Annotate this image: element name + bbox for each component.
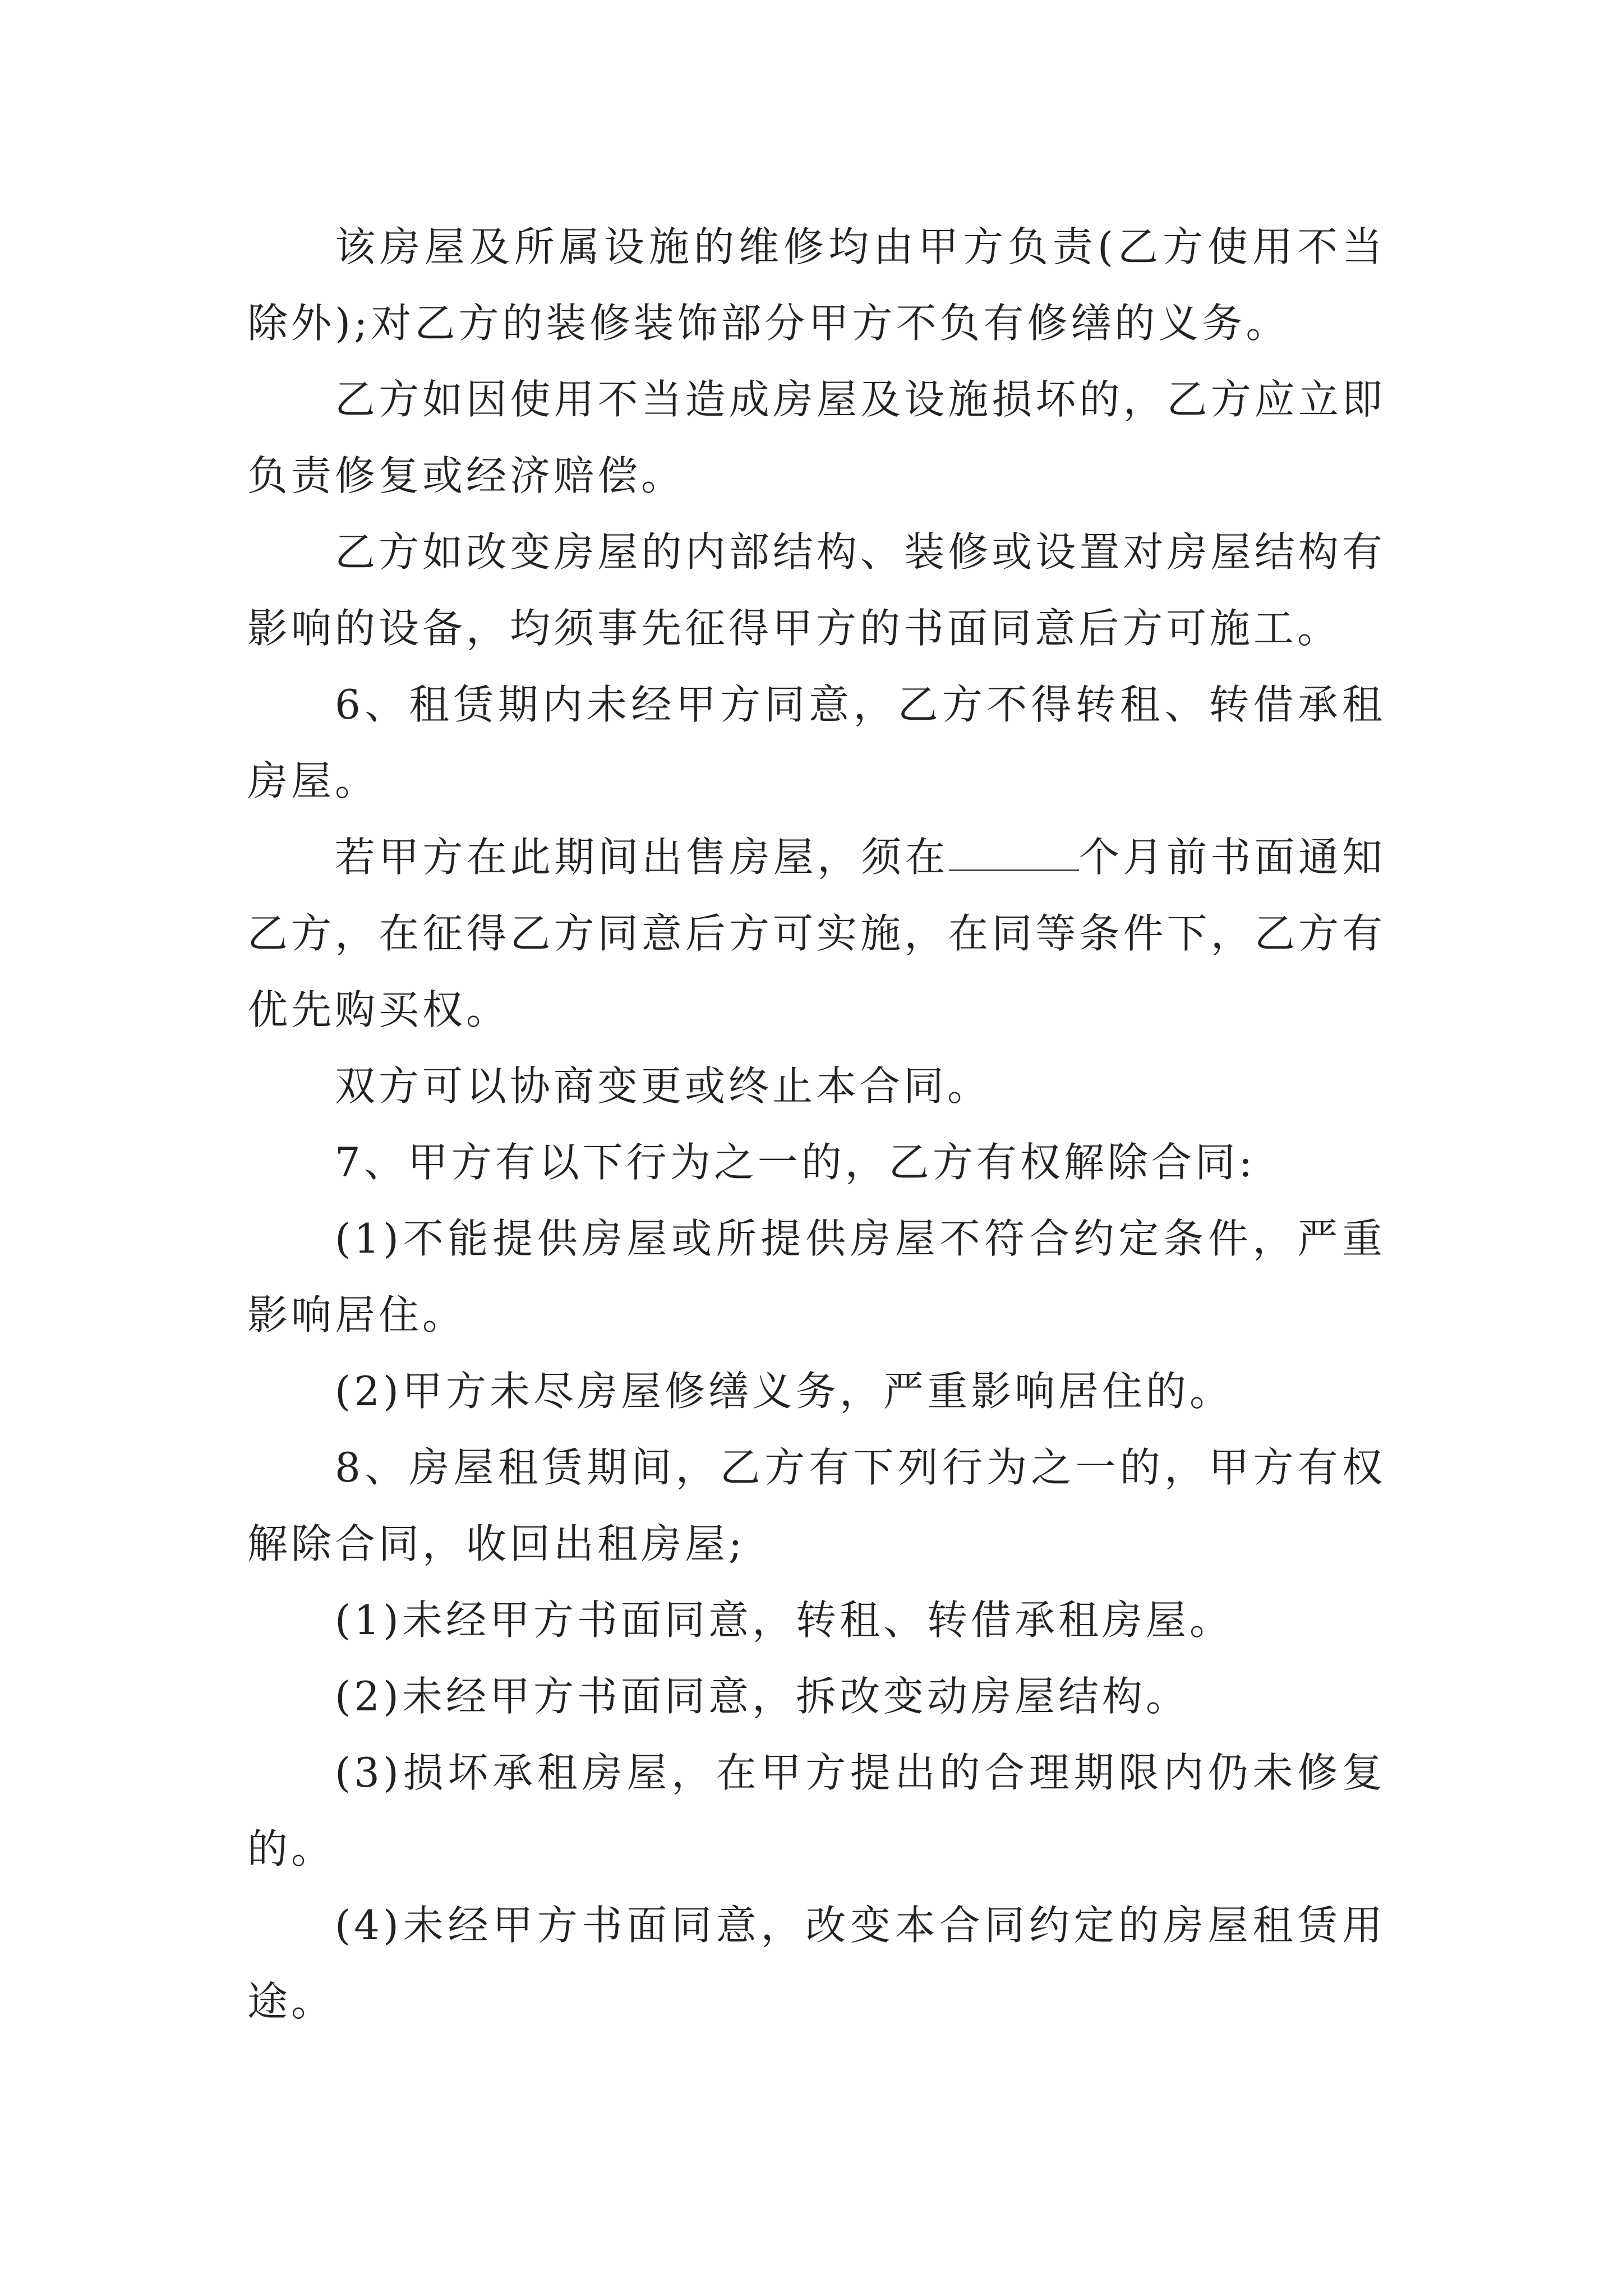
paragraph-clause-8-item-2: (2)未经甲方书面同意，拆改变动房屋结构。	[335, 1673, 1189, 1720]
blank-line	[949, 835, 1079, 871]
paragraph-clause-8: 8、房屋租赁期间，乙方有下列行为之一的，甲方有权解除合同，收回出租房屋;	[247, 1444, 1386, 1567]
paragraph-clause-7-item-2: (2)甲方未尽房屋修缮义务，严重影响居住的。	[335, 1368, 1233, 1415]
paragraph-maintenance: 该房屋及所属设施的维修均由甲方负责(乙方使用不当除外);对乙方的装修装饰部分甲方不负有修缮的义务。	[247, 223, 1386, 347]
paragraph-damage-repair: 乙方如因使用不当造成房屋及设施损坏的，乙方应立即负责修复或经济赔偿。	[247, 376, 1386, 499]
paragraph-clause-6: 6、租赁期内未经甲方同意，乙方不得转租、转借承租房屋。	[247, 681, 1386, 804]
sale-notice-before: 若甲方在此期间出售房屋，须在	[335, 834, 949, 881]
paragraph-clause-8-item-3: (3)损坏承租房屋，在甲方提出的合理期限内仍未修复的。	[247, 1749, 1386, 1872]
sale-notice-after: 个月前书面通知乙方，在征得乙方同意后方可实施，在同等条件下，乙方有优先购买权。	[247, 834, 1386, 1033]
paragraph-clause-8-item-4: (4)未经甲方书面同意，改变本合同约定的房屋租赁用途。	[247, 1902, 1386, 2025]
paragraph-negotiate: 双方可以协商变更或终止本合同。	[335, 1062, 992, 1110]
paragraph-sale-notice	[247, 819, 1386, 1048]
paragraph-clause-8-item-1: (1)未经甲方书面同意，转租、转借承租房屋。	[335, 1596, 1233, 1644]
document-body	[247, 209, 1386, 2040]
paragraph-clause-7: 7、甲方有以下行为之一的，乙方有权解除合同:	[335, 1139, 1256, 1186]
paragraph-clause-7-item-1: (1)不能提供房屋或所提供房屋不符合约定条件，严重影响居住。	[247, 1215, 1386, 1338]
paragraph-structure-change: 乙方如改变房屋的内部结构、装修或设置对房屋结构有影响的设备，均须事先征得甲方的书面同意后方可施工。	[247, 528, 1386, 652]
